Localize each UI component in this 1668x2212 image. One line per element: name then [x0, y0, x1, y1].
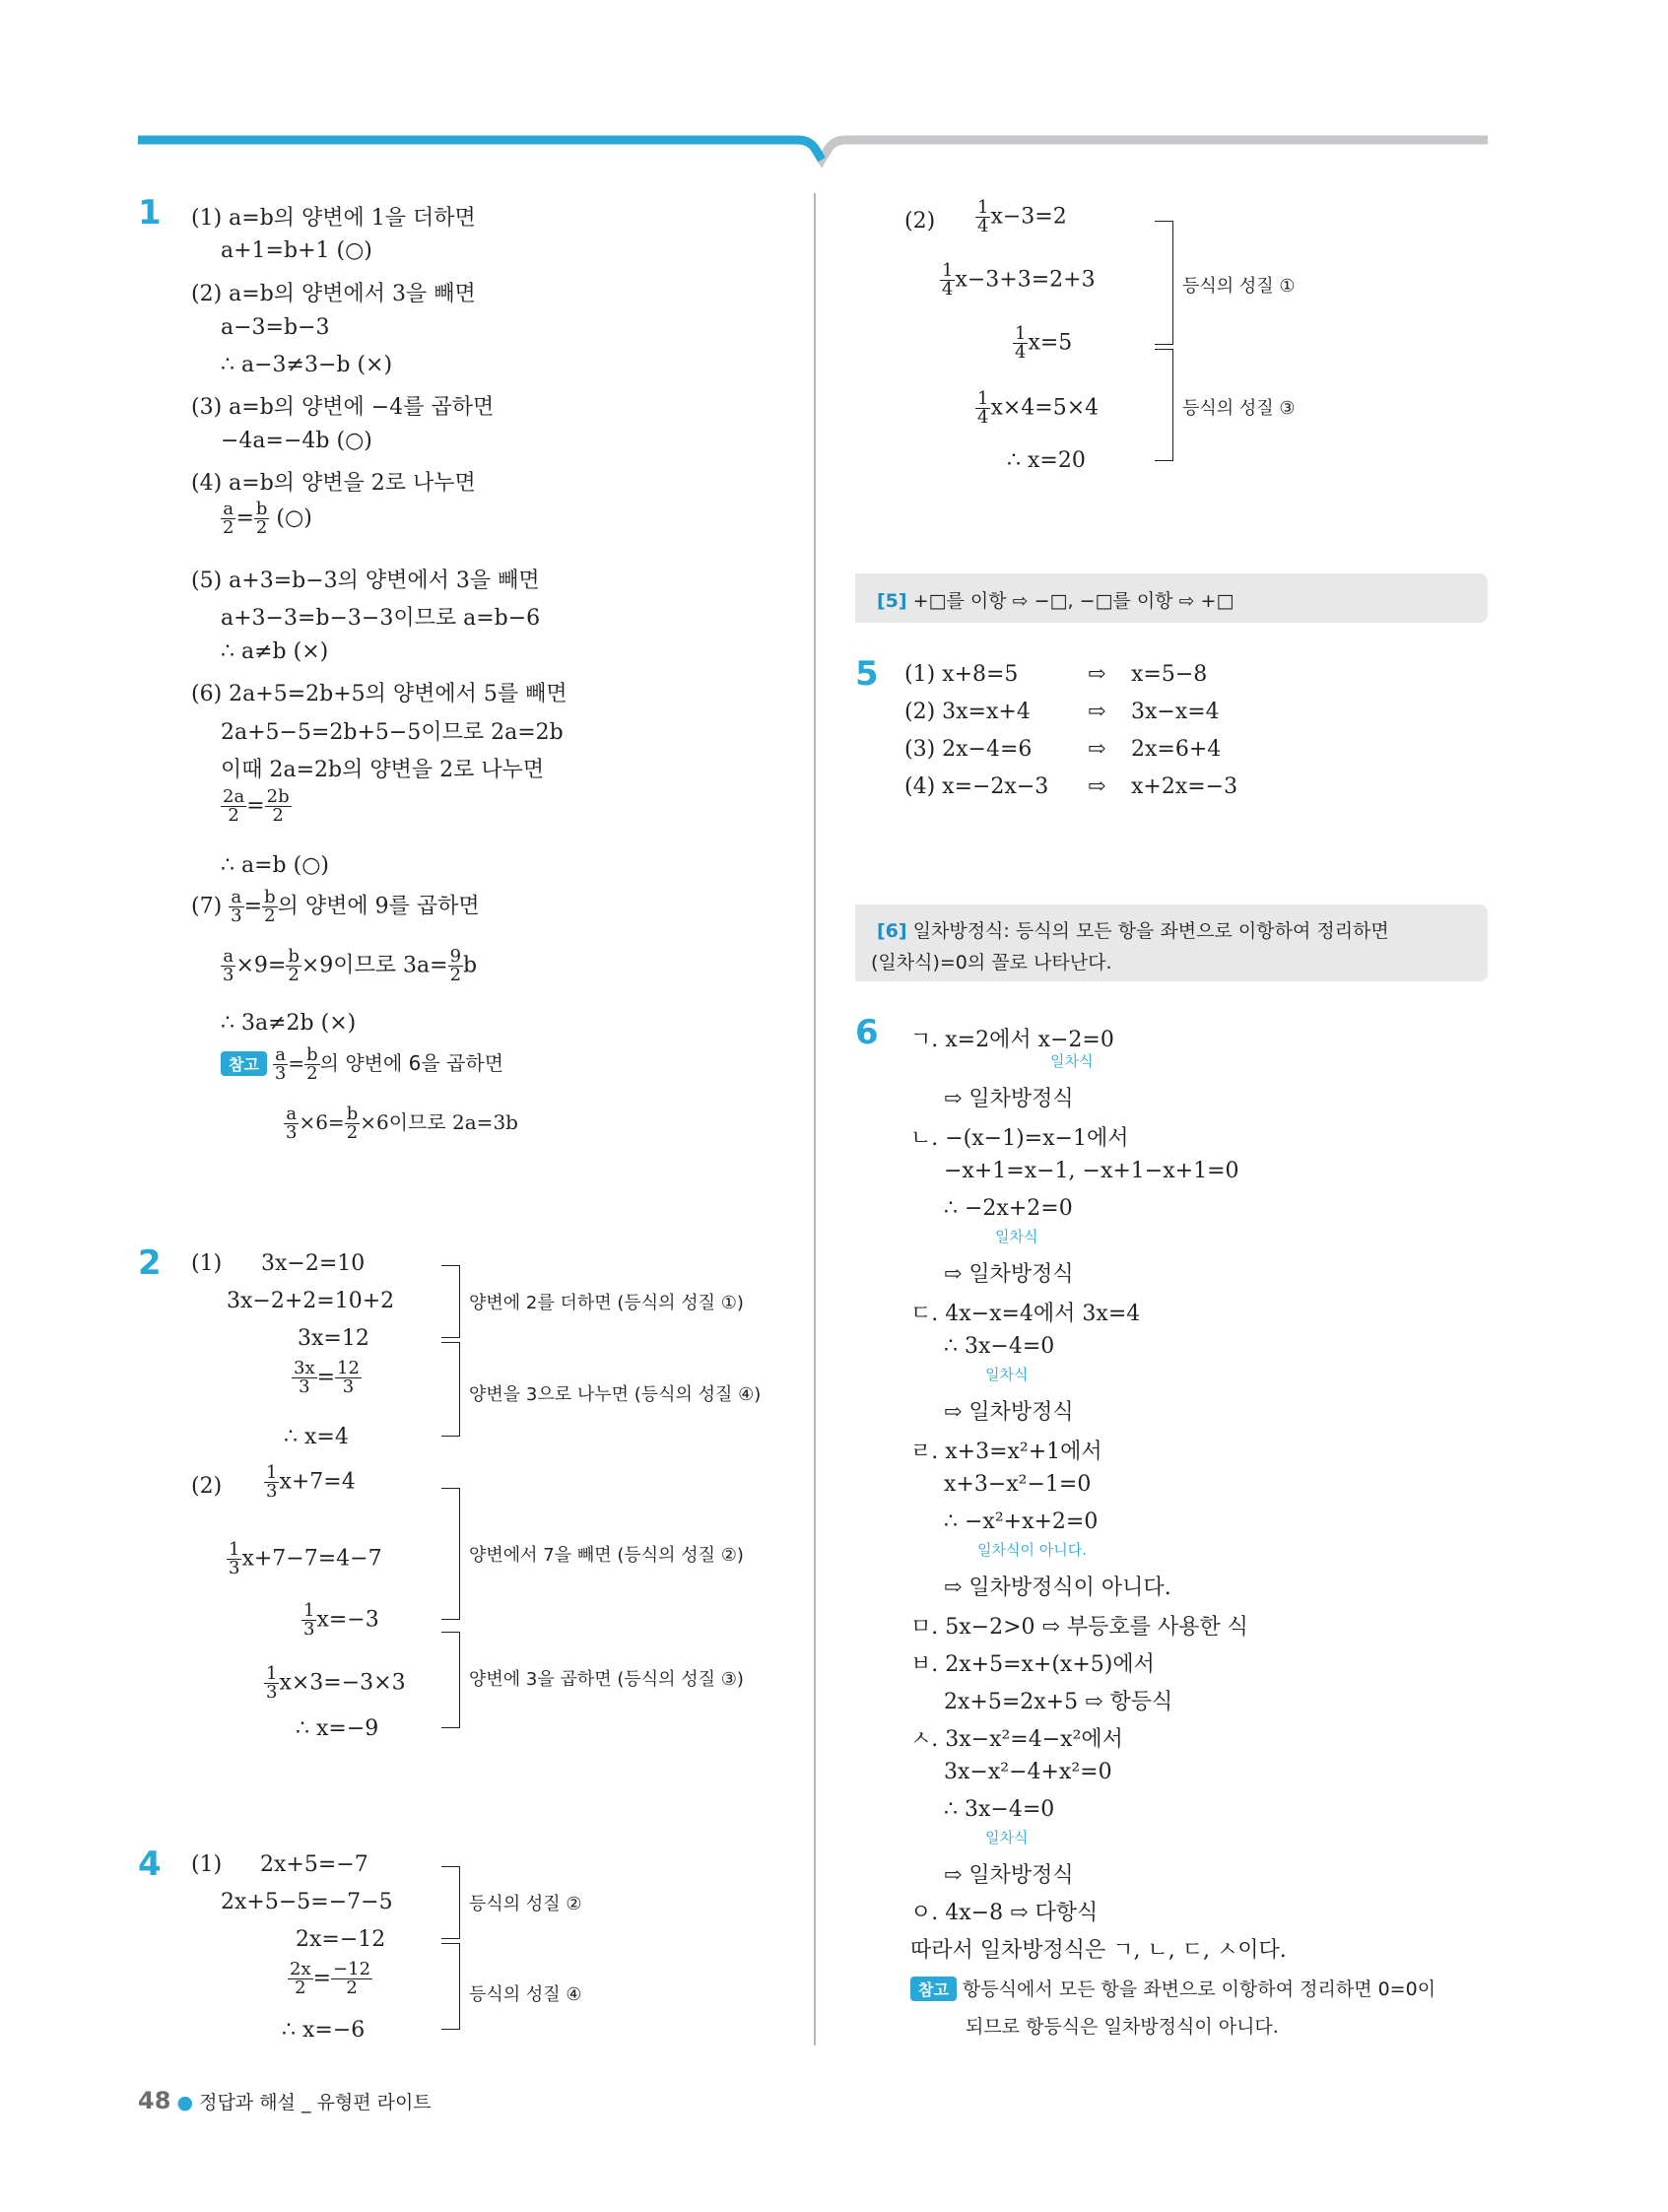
q2-step: ∴ x=−9	[296, 1716, 379, 1741]
q2-step: 3x−2=10	[261, 1251, 366, 1276]
q6-annotation: 일차식	[985, 1829, 1029, 1846]
step-bracket	[441, 1265, 460, 1338]
step-note: 양변에서 7을 빼면 (등식의 성질 ②)	[469, 1545, 744, 1566]
arrow-icon: ⇨	[1088, 700, 1106, 724]
tip-box-5	[855, 573, 1488, 623]
q4-step: 2x+5=−7	[260, 1852, 368, 1877]
question-number-2: 2	[138, 1243, 162, 1283]
part-label: (2)	[191, 1474, 223, 1499]
q6-line: ㄹ. x+3=x²+1에서	[910, 1440, 1102, 1464]
q6-line: ㄷ. 4x−x=4에서 3x=4	[910, 1302, 1141, 1326]
q6-line: x+3−x²−1=0	[944, 1472, 1092, 1497]
q6-line: ⇨ 일차방정식	[944, 1262, 1074, 1287]
tip-box-6	[855, 905, 1488, 981]
q1-frac-line: $\frac{a}{3}$ ×9= $\frac{b}{2}$ ×9이므로 3a= $\frac{9}{2}$ b	[223, 946, 478, 985]
arrow-icon: ⇨	[1088, 662, 1106, 687]
step-note: 양변에 3을 곱하면 (등식의 성질 ③)	[469, 1669, 744, 1690]
q4-step: $\frac{1}{4}$ x−3+3=2+3	[942, 260, 1096, 300]
step-note: 등식의 성질 ②	[469, 1894, 582, 1914]
q5-row-right: 3x−x=4	[1131, 700, 1220, 724]
q6-line: ㅇ. 4x−8 ⇨ 다항식	[910, 1901, 1099, 1925]
fraction: $\frac{a}{3}$	[286, 1104, 298, 1143]
fraction: $\frac{1}{4}$	[942, 260, 954, 300]
fraction: $\frac{3x}{3}$	[294, 1358, 315, 1397]
q6-annotation: 일차식	[995, 1228, 1038, 1245]
question-number-5: 5	[855, 654, 879, 694]
question-number-6: 6	[855, 1013, 879, 1052]
q6-line: ㄱ. x=2에서 x−2=0	[910, 1028, 1114, 1052]
q6-ref-line: 되므로 항등식은 일차방정식이 아니다.	[966, 2016, 1279, 2038]
part-label: (1)	[191, 1251, 223, 1276]
q1-line: a−3=b−3	[221, 315, 330, 340]
q6-ref-line: 참고 항등식에서 모든 항을 좌변으로 이항하여 정리하면 0=0이	[910, 1975, 1435, 2001]
q4-step: $\frac{1}{4}$ x=5	[1015, 323, 1073, 363]
q1-frac-line: $\frac{2a}{2}$ = $\frac{2b}{2}$	[223, 786, 290, 826]
page-number: 48	[138, 2087, 171, 2114]
step-bracket	[441, 1342, 460, 1437]
arrow-icon: ⇨	[1088, 774, 1106, 799]
q6-line: ㅂ. 2x+5=x+(x+5)에서	[910, 1652, 1155, 1677]
page-footer	[138, 2087, 432, 2114]
fraction: $\frac{-12}{2}$	[333, 1959, 371, 1998]
fraction: $\frac{1}{3}$	[303, 1600, 315, 1640]
q1-line: (1) a=b의 양변에 1을 더하면	[191, 206, 476, 231]
q6-annotation: 일차식	[1050, 1052, 1094, 1070]
q6-line: ㄴ. −(x−1)=x−1에서	[910, 1126, 1129, 1151]
q1-line: a+3−3=b−3−3이므로 a=b−6	[221, 606, 541, 631]
q4-step: 2x=−12	[296, 1927, 386, 1952]
q5-row-left: (3) 2x−4=6	[904, 737, 1033, 762]
q6-line: ∴ 3x−4=0	[944, 1334, 1055, 1359]
fraction: $\frac{2a}{2}$	[223, 786, 245, 826]
fraction: $\frac{2b}{2}$	[266, 786, 290, 826]
q6-annotation: 일차식이 아니다.	[977, 1541, 1087, 1559]
q5-row-left: (1) x+8=5	[904, 662, 1019, 687]
part-label: (2)	[904, 209, 936, 234]
q6-line: ∴ −2x+2=0	[944, 1196, 1073, 1221]
q1-ref-line: $\frac{a}{3}$ ×6= $\frac{b}{2}$ ×6이므로 2a=3b	[286, 1104, 518, 1143]
fraction: $\frac{a}{3}$	[274, 1044, 287, 1084]
fraction: $\frac{a}{3}$	[231, 887, 242, 926]
q5-row-right: x=5−8	[1131, 662, 1208, 687]
footer-text: 정답과 해설 _ 유형편 라이트	[199, 2092, 432, 2113]
question-number-1: 1	[138, 193, 162, 233]
fraction: $\frac{1}{4}$	[1015, 323, 1027, 363]
q2-step: 3x=12	[298, 1326, 369, 1351]
fraction: $\frac{1}{3}$	[266, 1462, 278, 1502]
q6-line: ㅅ. 3x−x²=4−x²에서	[910, 1727, 1123, 1752]
q5-row-left: (2) 3x=x+4	[904, 700, 1031, 724]
reference-tag: 참고	[221, 1051, 267, 1076]
fraction: $\frac{b}{2}$	[346, 1104, 359, 1143]
q5-row-right: 2x=6+4	[1131, 737, 1222, 762]
q6-conclusion: 따라서 일차방정식은 ㄱ, ㄴ, ㄷ, ㅅ이다.	[910, 1938, 1287, 1963]
q1-frac-line: (7) $\frac{a}{3}$ = $\frac{b}{2}$ 의 양변에 9를 곱하면	[191, 887, 480, 926]
q1-line: (5) a+3=b−3의 양변에서 3을 빼면	[191, 569, 540, 593]
q6-line: ∴ 3x−4=0	[944, 1797, 1055, 1822]
question-number-4: 4	[138, 1844, 162, 1884]
reference-tag: 참고	[910, 1977, 957, 2001]
step-bracket	[1155, 221, 1173, 345]
step-note: 양변을 3으로 나누면 (등식의 성질 ④)	[469, 1384, 762, 1405]
fraction: $\frac{2x}{2}$	[290, 1959, 311, 1998]
q2-step: $\frac{1}{3}$ x+7=4	[266, 1462, 356, 1502]
tip-text: +□를 이항 ⇨ −□, −□를 이항 ⇨ +□	[912, 590, 1234, 612]
q1-line: −4a=−4b (○)	[221, 429, 372, 453]
q1-line: ∴ a≠b (×)	[221, 639, 329, 664]
q1-line: ∴ a−3≠3−b (×)	[221, 353, 393, 377]
q6-annotation: 일차식	[985, 1366, 1029, 1383]
tip-label: [6]	[877, 920, 907, 942]
q5-row-right: x+2x=−3	[1131, 774, 1238, 799]
step-bracket	[441, 1866, 460, 1939]
step-bracket	[1155, 349, 1173, 461]
step-note: 양변에 2를 더하면 (등식의 성질 ①)	[469, 1293, 744, 1313]
q6-line: 3x−x²−4+x²=0	[944, 1760, 1112, 1784]
q1-frac-line: $\frac{a}{2}$ = $\frac{b}{2}$ (○)	[223, 499, 312, 538]
q6-line: 2x+5=2x+5 ⇨ 항등식	[944, 1690, 1173, 1714]
q2-step: $\frac{1}{3}$ x×3=−3×3	[266, 1663, 406, 1703]
q6-line: ㅁ. 5x−2>0 ⇨ 부등호를 사용한 식	[910, 1615, 1248, 1640]
header-rule	[0, 0, 1668, 177]
tip-text: 일차방정식: 등식의 모든 항을 좌변으로 이항하여 정리하면	[912, 920, 1389, 942]
q4-step: $\frac{2x}{2}$ = $\frac{-12}{2}$	[290, 1959, 371, 1998]
q5-row-left: (4) x=−2x−3	[904, 774, 1049, 799]
q1-line: (2) a=b의 양변에서 3을 빼면	[191, 282, 476, 306]
fraction: $\frac{b}{2}$	[255, 499, 268, 538]
q2-step: 3x−2+2=10+2	[227, 1289, 395, 1313]
q6-line: −x+1=x−1, −x+1−x+1=0	[944, 1159, 1239, 1183]
column-divider	[814, 193, 816, 2045]
fraction: $\frac{1}{4}$	[977, 388, 989, 428]
fraction: $\frac{12}{3}$	[337, 1358, 360, 1397]
step-note: 등식의 성질 ④	[469, 1984, 582, 2005]
step-note: 등식의 성질 ①	[1182, 276, 1296, 297]
tip-text: (일차식)=0의 꼴로 나타난다.	[871, 952, 1112, 973]
q1-ref-line: 참고 $\frac{a}{3}$ = $\frac{b}{2}$ 의 양변에 6을 곱하면	[221, 1046, 503, 1083]
fraction: $\frac{1}{3}$	[266, 1663, 278, 1703]
fraction: $\frac{1}{3}$	[229, 1539, 240, 1578]
q2-step: $\frac{1}{3}$ x=−3	[303, 1600, 379, 1640]
q1-line: 2a+5−5=2b+5−5이므로 2a=2b	[221, 720, 564, 745]
q4-step: ∴ x=20	[1007, 448, 1086, 473]
q2-step: ∴ x=4	[284, 1425, 349, 1449]
fraction: $\frac{a}{2}$	[223, 499, 234, 538]
q4-step: $\frac{1}{4}$ x−3=2	[977, 197, 1067, 236]
step-bracket	[441, 1943, 460, 2030]
q1-line: a+1=b+1 (○)	[221, 238, 372, 263]
q6-line: ⇨ 일차방정식	[944, 1400, 1074, 1425]
fraction: $\frac{a}{3}$	[223, 946, 234, 985]
fraction: $\frac{9}{2}$	[449, 946, 462, 985]
q1-line: (3) a=b의 양변에 −4를 곱하면	[191, 395, 495, 420]
arrow-icon: ⇨	[1088, 737, 1106, 762]
q2-step: $\frac{1}{3}$ x+7−7=4−7	[229, 1539, 382, 1578]
q6-line: ∴ −x²+x+2=0	[944, 1509, 1099, 1534]
q4-step: ∴ x=−6	[282, 2018, 366, 2043]
fraction: $\frac{b}{2}$	[288, 946, 300, 985]
step-bracket	[441, 1488, 460, 1620]
q1-line: 이때 2a=2b의 양변을 2로 나누면	[221, 758, 545, 782]
q1-line: (4) a=b의 양변을 2로 나누면	[191, 471, 476, 496]
q1-line: (6) 2a+5=2b+5의 양변에서 5를 빼면	[191, 682, 567, 706]
q6-line: ⇨ 일차방정식	[944, 1863, 1074, 1888]
step-note: 등식의 성질 ③	[1182, 398, 1296, 419]
q6-line: ⇨ 일차방정식	[944, 1087, 1074, 1111]
q1-line: ∴ a=b (○)	[221, 853, 329, 878]
fraction: $\frac{1}{4}$	[977, 197, 989, 236]
q1-line: ∴ 3a≠2b (×)	[221, 1011, 357, 1036]
q6-line: ⇨ 일차방정식이 아니다.	[944, 1575, 1171, 1600]
fraction: $\frac{b}{2}$	[264, 887, 276, 926]
fraction: $\frac{b}{2}$	[306, 1044, 318, 1084]
q2-step: $\frac{3x}{3}$ = $\frac{12}{3}$	[294, 1358, 360, 1397]
tip-label: [5]	[877, 590, 907, 612]
step-bracket	[441, 1632, 460, 1728]
q4-step: 2x+5−5=−7−5	[221, 1890, 393, 1914]
q4-step: $\frac{1}{4}$ x×4=5×4	[977, 388, 1100, 428]
part-label: (1)	[191, 1852, 223, 1877]
bullet-icon: ●	[176, 2092, 194, 2113]
